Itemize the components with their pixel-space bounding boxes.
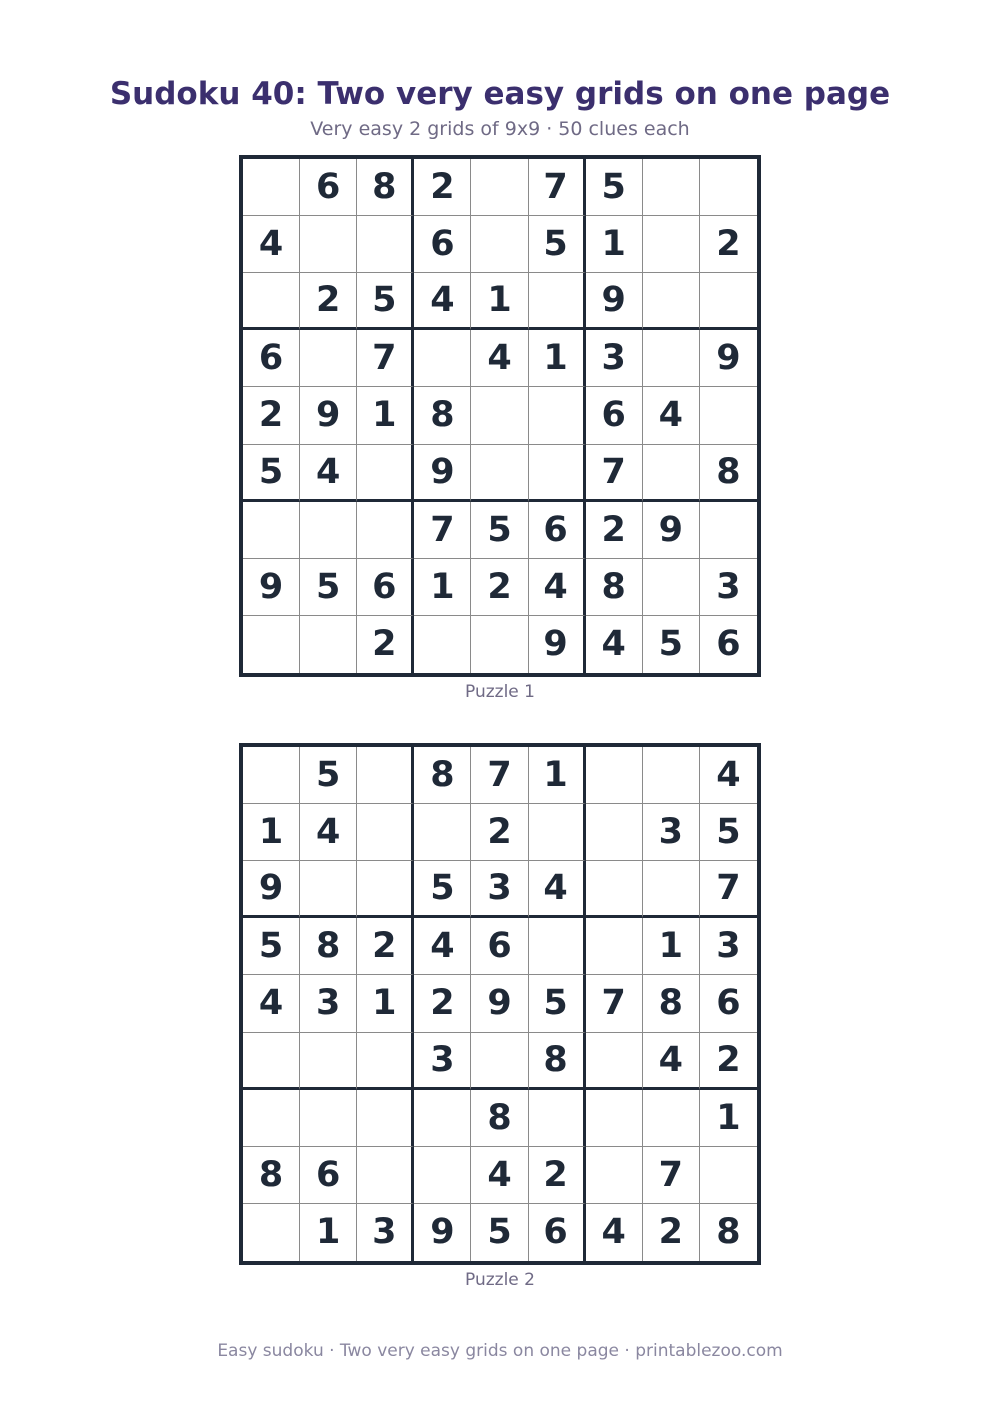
sudoku-cell: 9 bbox=[300, 387, 357, 444]
sudoku-cell: 2 bbox=[643, 1204, 700, 1261]
sudoku-cell bbox=[529, 804, 586, 861]
sudoku-cell: 5 bbox=[300, 747, 357, 804]
page-footer: Easy sudoku · Two very easy grids on one page · printablezoo.com bbox=[217, 1341, 783, 1361]
sudoku-cell: 4 bbox=[643, 1033, 700, 1090]
sudoku-cell bbox=[643, 273, 700, 330]
sudoku-cell: 7 bbox=[700, 861, 757, 918]
sudoku-cell bbox=[243, 1204, 300, 1261]
sudoku-cell bbox=[471, 159, 528, 216]
sudoku-cell bbox=[643, 861, 700, 918]
sudoku-cell bbox=[643, 559, 700, 616]
sudoku-cell bbox=[357, 502, 414, 559]
sudoku-cell bbox=[586, 861, 643, 918]
sudoku-cell bbox=[643, 216, 700, 273]
sudoku-cell bbox=[700, 273, 757, 330]
sudoku-cell: 7 bbox=[586, 445, 643, 502]
sudoku-cell bbox=[357, 1147, 414, 1204]
sudoku-cell: 4 bbox=[471, 330, 528, 387]
sudoku-cell: 9 bbox=[414, 445, 471, 502]
sudoku-cell bbox=[529, 1090, 586, 1147]
sudoku-cell bbox=[586, 804, 643, 861]
sudoku-cell: 3 bbox=[586, 330, 643, 387]
sudoku-cell: 2 bbox=[357, 918, 414, 975]
sudoku-cell: 5 bbox=[243, 445, 300, 502]
sudoku-cell: 1 bbox=[529, 330, 586, 387]
sudoku-cell: 5 bbox=[586, 159, 643, 216]
sudoku-cell bbox=[357, 1033, 414, 1090]
sudoku-cell bbox=[300, 1090, 357, 1147]
sudoku-cell: 2 bbox=[300, 273, 357, 330]
page-subtitle: Very easy 2 grids of 9x9 · 50 clues each bbox=[310, 118, 690, 140]
sudoku-cell: 1 bbox=[243, 804, 300, 861]
sudoku-cell bbox=[529, 918, 586, 975]
sudoku-cell: 2 bbox=[529, 1147, 586, 1204]
sudoku-cell: 8 bbox=[300, 918, 357, 975]
sudoku-cell: 7 bbox=[643, 1147, 700, 1204]
sudoku-cell: 5 bbox=[300, 559, 357, 616]
sudoku-cell: 8 bbox=[529, 1033, 586, 1090]
sudoku-cell bbox=[357, 747, 414, 804]
sudoku-cell: 3 bbox=[357, 1204, 414, 1261]
sudoku-cell: 8 bbox=[716, 1212, 741, 1253]
sudoku-grid-1 bbox=[239, 155, 761, 677]
sudoku-cell: 4 bbox=[243, 975, 300, 1032]
sudoku-cell: 1 bbox=[529, 747, 586, 804]
sudoku-cell bbox=[471, 445, 528, 502]
sudoku-cell bbox=[586, 747, 643, 804]
sudoku-cell: 7 bbox=[357, 330, 414, 387]
sudoku-cell bbox=[471, 387, 528, 444]
sudoku-cell: 2 bbox=[414, 975, 471, 1032]
sudoku-cell bbox=[357, 1090, 414, 1147]
sudoku-cell bbox=[529, 387, 586, 444]
sudoku-cell: 6 bbox=[300, 1147, 357, 1204]
sudoku-cell: 8 bbox=[700, 445, 757, 502]
sudoku-cell: 6 bbox=[529, 502, 586, 559]
sudoku-cell: 9 bbox=[471, 975, 528, 1032]
sudoku-cell: 1 bbox=[357, 975, 414, 1032]
sudoku-cell bbox=[643, 159, 700, 216]
puzzle-caption-1: Puzzle 1 bbox=[465, 682, 535, 702]
sudoku-cell: 8 bbox=[414, 747, 471, 804]
sudoku-cell: 5 bbox=[700, 804, 757, 861]
sudoku-cell: 5 bbox=[643, 616, 700, 673]
sudoku-cell: 4 bbox=[243, 216, 300, 273]
sudoku-cell: 7 bbox=[414, 502, 471, 559]
sudoku-cell: 3 bbox=[471, 861, 528, 918]
sudoku-cell: 3 bbox=[643, 804, 700, 861]
sudoku-cell: 7 bbox=[586, 975, 643, 1032]
sudoku-cell bbox=[243, 747, 300, 804]
sudoku-cell bbox=[357, 804, 414, 861]
sudoku-cell: 8 bbox=[586, 559, 643, 616]
sudoku-cell: 2 bbox=[471, 559, 528, 616]
sudoku-cell bbox=[471, 616, 528, 673]
sudoku-cell: 3 bbox=[700, 559, 757, 616]
sudoku-cell bbox=[357, 216, 414, 273]
sudoku-cell: 1 bbox=[586, 216, 643, 273]
sudoku-cell bbox=[700, 387, 757, 444]
sudoku-cell: 6 bbox=[529, 1204, 586, 1261]
sudoku-cell: 6 bbox=[357, 559, 414, 616]
sudoku-cell: 2 bbox=[414, 159, 471, 216]
sudoku-cell: 1 bbox=[357, 387, 414, 444]
sudoku-cell bbox=[643, 330, 700, 387]
sudoku-cell bbox=[643, 445, 700, 502]
sudoku-cell: 4 bbox=[471, 1147, 528, 1204]
sudoku-cell: 9 bbox=[529, 616, 586, 673]
sudoku-cell: 3 bbox=[300, 975, 357, 1032]
sudoku-cell bbox=[414, 1090, 471, 1147]
sudoku-cell bbox=[586, 918, 643, 975]
sudoku-cell: 4 bbox=[414, 273, 471, 330]
sudoku-cell: 8 bbox=[357, 159, 414, 216]
sudoku-cell bbox=[300, 616, 357, 673]
sudoku-cell: 6 bbox=[586, 387, 643, 444]
sudoku-cell: 3 bbox=[700, 918, 757, 975]
sudoku-cell: 6 bbox=[716, 624, 741, 665]
sudoku-cell bbox=[529, 445, 586, 502]
sudoku-cell bbox=[471, 1033, 528, 1090]
sudoku-cell: 2 bbox=[471, 804, 528, 861]
sudoku-cell: 9 bbox=[414, 1204, 471, 1261]
sudoku-cell bbox=[414, 804, 471, 861]
sudoku-cell: 5 bbox=[414, 861, 471, 918]
sudoku-cell: 1 bbox=[643, 918, 700, 975]
sudoku-cell: 9 bbox=[643, 502, 700, 559]
sudoku-cell bbox=[414, 1147, 471, 1204]
sudoku-cell bbox=[300, 216, 357, 273]
sudoku-cell: 5 bbox=[529, 216, 586, 273]
sudoku-cell: 6 bbox=[700, 975, 757, 1032]
sudoku-cell bbox=[414, 616, 471, 673]
sudoku-cell: 4 bbox=[300, 445, 357, 502]
sudoku-cell bbox=[300, 330, 357, 387]
sudoku-cell: 9 bbox=[700, 330, 757, 387]
page-title: Sudoku 40: Two very easy grids on one page bbox=[109, 76, 891, 112]
sudoku-cell bbox=[700, 1147, 757, 1204]
sudoku-cell: 8 bbox=[471, 1090, 528, 1147]
sudoku-cell bbox=[586, 1033, 643, 1090]
sudoku-cell bbox=[300, 1033, 357, 1090]
sudoku-cell: 1 bbox=[414, 559, 471, 616]
sudoku-cell bbox=[300, 502, 357, 559]
sudoku-cell: 5 bbox=[357, 273, 414, 330]
sudoku-cell: 6 bbox=[414, 216, 471, 273]
sudoku-cell: 2 bbox=[357, 616, 414, 673]
sudoku-cell: 6 bbox=[471, 918, 528, 975]
sudoku-cell: 6 bbox=[243, 330, 300, 387]
sudoku-cell: 2 bbox=[243, 387, 300, 444]
sudoku-cell: 9 bbox=[243, 861, 300, 918]
sudoku-cell bbox=[586, 1147, 643, 1204]
sudoku-cell: 9 bbox=[586, 273, 643, 330]
sudoku-cell bbox=[643, 747, 700, 804]
sudoku-cell bbox=[643, 1090, 700, 1147]
sudoku-cell: 5 bbox=[471, 1204, 528, 1261]
sudoku-cell bbox=[529, 273, 586, 330]
sudoku-cell: 8 bbox=[414, 387, 471, 444]
sudoku-cell: 4 bbox=[700, 747, 757, 804]
sudoku-cell bbox=[243, 616, 300, 673]
sudoku-cell: 4 bbox=[643, 387, 700, 444]
sudoku-cell: 2 bbox=[586, 502, 643, 559]
sudoku-cell bbox=[700, 159, 757, 216]
sudoku-cell: 5 bbox=[471, 502, 528, 559]
sudoku-cell: 4 bbox=[586, 1204, 643, 1261]
puzzle-caption-2: Puzzle 2 bbox=[465, 1270, 535, 1290]
sudoku-cell: 8 bbox=[243, 1147, 300, 1204]
sudoku-cell: 5 bbox=[243, 918, 300, 975]
sudoku-cell bbox=[243, 1090, 300, 1147]
sudoku-cell: 7 bbox=[529, 159, 586, 216]
sudoku-cell: 2 bbox=[700, 1033, 757, 1090]
sudoku-cell: 6 bbox=[300, 159, 357, 216]
sudoku-cell bbox=[414, 330, 471, 387]
sudoku-cell: 5 bbox=[529, 975, 586, 1032]
sudoku-cell: 7 bbox=[471, 747, 528, 804]
sudoku-cell bbox=[243, 502, 300, 559]
sudoku-cell: 4 bbox=[300, 804, 357, 861]
sudoku-cell bbox=[300, 861, 357, 918]
sudoku-cell bbox=[586, 1090, 643, 1147]
sudoku-cell: 9 bbox=[243, 559, 300, 616]
sudoku-cell bbox=[243, 1033, 300, 1090]
sudoku-cell bbox=[700, 502, 757, 559]
sudoku-cell: 1 bbox=[471, 273, 528, 330]
sudoku-cell bbox=[243, 273, 300, 330]
sudoku-cell: 4 bbox=[414, 918, 471, 975]
sudoku-cell: 1 bbox=[700, 1090, 757, 1147]
sudoku-cell bbox=[357, 861, 414, 918]
sudoku-cell: 2 bbox=[700, 216, 757, 273]
sudoku-cell: 4 bbox=[529, 559, 586, 616]
sudoku-grid-2 bbox=[239, 743, 761, 1265]
sudoku-cell: 4 bbox=[586, 616, 643, 673]
sudoku-cell: 4 bbox=[529, 861, 586, 918]
sudoku-cell bbox=[243, 159, 300, 216]
sudoku-cell: 1 bbox=[300, 1204, 357, 1261]
sudoku-cell bbox=[357, 445, 414, 502]
sudoku-cell: 3 bbox=[414, 1033, 471, 1090]
sudoku-cell bbox=[471, 216, 528, 273]
sudoku-cell: 8 bbox=[643, 975, 700, 1032]
